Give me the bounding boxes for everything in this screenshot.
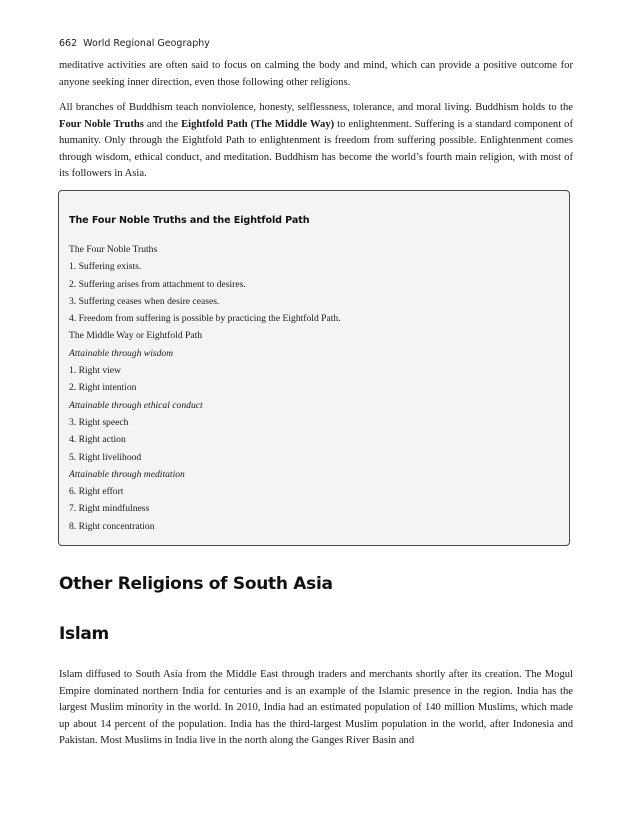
- buddhism-text-3: to enlightenment. Suffering is a standard component of humanity. Only through the Eightfold Path to enlightenment is freedom from suffering possible. Enlightenment comes through wisdom, ethical conduct, and meditation. Buddhism has become the world’s fourth main religion, with most of its followers in Asia.: [59, 118, 573, 180]
- feature-box-line: 8. Right concentration: [69, 520, 155, 532]
- intro-paragraph: meditative activities are often said to focus on calming the body and mind, which can provide a positive outcome for anyone seeking inner direction, even those following other religions.: [59, 60, 573, 88]
- feature-box: [58, 190, 570, 546]
- feature-box-title: The Four Noble Truths and the Eightfold Path: [69, 215, 310, 226]
- buddhism-paragraph: [59, 100, 573, 183]
- book-title: World Regional Geography: [83, 38, 210, 49]
- feature-box-line: 2. Suffering arises from attachment to desires.: [69, 278, 246, 290]
- running-header: [59, 38, 210, 49]
- feature-box-line: 1. Suffering exists.: [69, 261, 142, 273]
- subsection-heading: Islam: [59, 624, 109, 644]
- feature-box-line: 7. Right mindfulness: [69, 503, 150, 515]
- feature-box-subheading: Attainable through meditation: [69, 468, 185, 480]
- eightfold-path-term: Eightfold Path (The Middle Way): [181, 118, 335, 130]
- four-noble-truths-term: Four Noble Truths: [59, 118, 144, 130]
- feature-box-subheading: Attainable through wisdom: [69, 347, 174, 359]
- feature-box-line: 5. Right livelihood: [69, 451, 142, 463]
- feature-box-line: The Middle Way or Eightfold Path: [69, 330, 203, 342]
- feature-box-line: 3. Right speech: [69, 416, 129, 428]
- feature-box-subheading: Attainable through ethical conduct: [69, 399, 203, 411]
- feature-box-line: 3. Suffering ceases when desire ceases.: [69, 295, 220, 307]
- feature-box-line: The Four Noble Truths: [69, 244, 158, 255]
- buddhism-text-2: and the: [143, 118, 182, 130]
- buddhism-text-1: All branches of Buddhism teach nonviolence, honesty, selflessness, tolerance, and moral living. Buddhism holds to the: [59, 102, 573, 113]
- islam-paragraph: Islam diffused to South Asia from the Middle East through traders and merchants shortly after its creation. The Mogul Empire dominated northern India for centuries and is an example of the Islamic presence in the region. India has the largest Muslim minority in the world. In 2010, India had an estimated population of 140 million Muslims, which made up about 14 percent of the population. India has the third-largest Muslim population in the world, after Indonesia and Pakistan. Most Muslims in India live in the north along the Ganges River Basin and: [59, 669, 573, 747]
- feature-box-line: 4. Freedom from suffering is possible by practicing the Eightfold Path.: [69, 313, 341, 325]
- feature-box-list: [69, 241, 341, 535]
- feature-box-line: 6. Right effort: [69, 486, 124, 498]
- section-heading: Other Religions of South Asia: [59, 574, 333, 594]
- feature-box-line: 1. Right view: [69, 365, 121, 377]
- feature-box-line: 2. Right intention: [69, 382, 137, 394]
- feature-box-line: 4. Right action: [69, 434, 126, 446]
- page-number: 662: [59, 38, 78, 49]
